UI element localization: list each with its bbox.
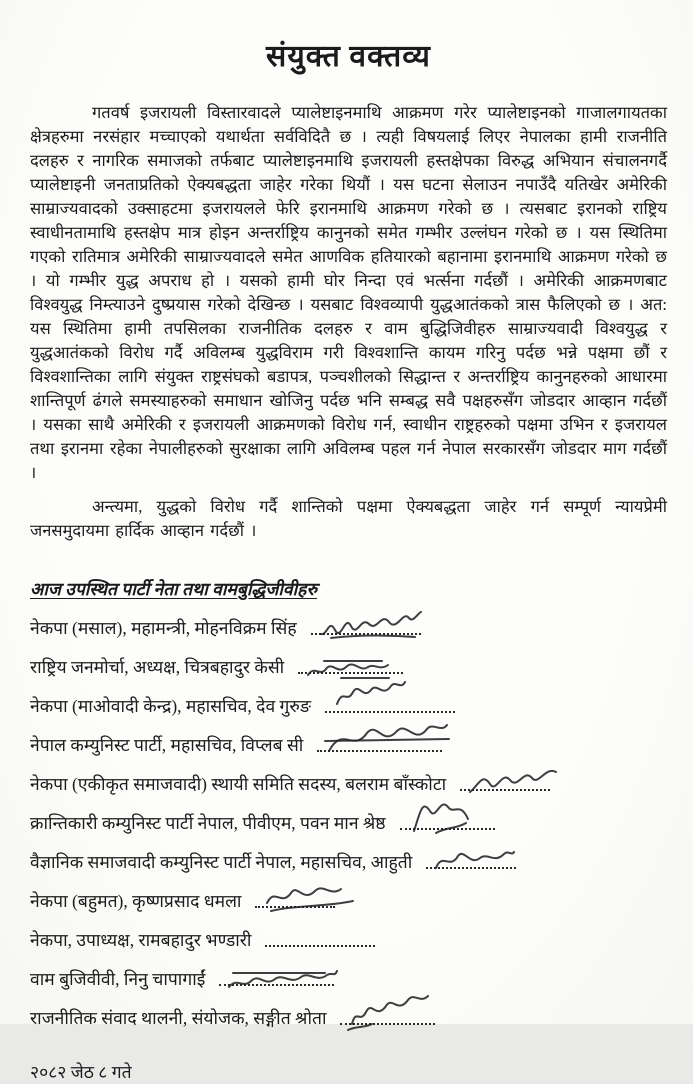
signature-dotted-line [317,736,442,752]
signatory-row [30,655,667,679]
document-title: संयुक्त वक्तव्य [266,40,431,73]
signatory-label: राजनीतिक संवाद थालनी, संयोजक, सङ्गीत श्रोता [30,1008,327,1028]
signature-dotted-line [255,892,335,908]
paragraph-2: अन्त्यमा, युद्धको विरोध गर्दै शान्तिको पक्षमा ऐक्यबद्धता जाहेर गर्न सम्पूर्ण न्यायप्रेमी जनसमुदायमा हार्दिक आव्हान गर्दछौं । [30,497,667,540]
signatory-label: नेपाल कम्युनिस्ट पार्टी, महासचिव, विप्लब सी [30,735,304,755]
signature-area [426,853,516,874]
signature-dotted-line [460,775,550,791]
signature-area [265,931,375,952]
signatory-row [30,772,667,796]
signatory-row [30,889,667,913]
signature-dotted-line [298,658,403,674]
signatory-label: नेकपा (एकीकृत समाजवादी) स्थायी समिति सदस्य, बलराम बाँस्कोटा [30,774,447,794]
signature-dotted-line [340,1009,435,1025]
signature-area [460,775,550,796]
signature-area [311,619,421,640]
signature-dotted-line [219,970,334,986]
signatory-label: नेकपा (मसाल), महामन्त्री, मोहनविक्रम सिंह [30,618,297,638]
signatory-label: नेकपा (बहुमत), कृष्णप्रसाद धमला [30,891,242,911]
signatory-row [30,1006,667,1030]
signature-dotted-line [426,853,516,869]
signature-area [298,658,403,679]
signatory-row [30,850,667,874]
signatory-row [30,733,667,757]
signatory-label: वाम बुजिवीवी, निनु चापागाईं [30,969,206,989]
signature-dotted-line [265,931,375,947]
signature-dotted-line [325,697,455,713]
signature-dotted-line [311,619,421,635]
signatories-heading: आज उपस्थित पार्टी नेता तथा वामबुद्धिजीवीहरु [30,579,317,599]
document-date: २०८२ जेठ ८ गते [30,1062,132,1082]
signatory-row [30,616,667,640]
signatory-row [30,967,667,991]
signature-area [317,736,442,757]
signatory-label: राष्ट्रिय जनमोर्चा, अध्यक्ष, चित्रबहादुर केसी [30,657,285,677]
signatory-label: नेकपा (माओवादी केन्द्र), महासचिव, देव गुरुङ [30,696,312,716]
signature-area [255,892,335,913]
signatory-row [30,811,667,835]
signatory-row [30,928,667,952]
signature-area [400,814,495,835]
signatory-row [30,694,667,718]
signature-area [340,1009,435,1030]
signatory-label: क्रान्तिकारी कम्युनिस्ट पार्टी नेपाल, पीवीएम, पवन मान श्रेष्ठ [30,813,386,833]
paragraph-1: गतवर्ष इजरायली विस्तारवादले प्यालेष्टाइनमाथि आक्रमण गरेर प्यालेष्टाइनको गाजालगायतका क्षेत्रहरुमा नरसंहार मच्चाएको यथार्थता सर्वविदितै छ । त्यही विषयलाई लिएर नेपालका हामी राजनीति दलहरु र नागरिक समाजको तर्फबाट प्यालेष्टाइनमाथि इजरायली हस्तक्षेपका विरुद्ध अभियान संचालनगर्दै प्यालेष्टाइनी जनताप्रतिको ऐक्यबद्धता जाहेर गरेका थियौं । यस घटना सेलाउन नपाउँदै यतिखेर अमेरिकी साम्राज्यवादको उक्साहटमा इजरायलले फेरि इरानमाथि आक्रमण गरेको छ । त्यसबाट इरानको राष्ट्रिय स्वाधीनतामाथि हस्तक्षेप मात्र होइन अन्तर्राष्ट्रिय कानुनको समेत गम्भीर उल्लंघन गरेको छ । यस स्थितिमा गएको रातिमात्र अमेरिकी साम्राज्यवादले समेत आणविक हतियारको बहानामा इरानमाथि आक्रमण गरेको छ । यो गम्भीर युद्ध अपराध हो । यसको हामी घोर निन्दा एवं भर्त्सना गर्दछौं । अमेरिकी आक्रमणबाट विश्वयुद्ध निम्त्याउने दुष्प्रयास गरेको देखिन्छ । यसबाट विश्वव्यापी युद्धआतंकको त्रास फैलिएको छ । अत: यस स्थितिमा हामी तपसिलका राजनीतिक दलहरु र वाम बुद्धिजिवीहरु साम्राज्यवादी विश्वयुद्ध र युद्धआतंकको विरोध गर्दै अविलम्ब युद्धविराम गरी विश्वशान्ति कायम गरिनु पर्दछ भन्ने पक्षमा छौं र विश्वशान्तिका लागि संयुक्त राष्ट्रसंघको बडापत्र, पञ्चशीलको सिद्धान्त र अन्तर्राष्ट्रिय कानुनहरुको आधारमा शान्तिपूर्ण ढंगले समस्याहरुको समाधान खोजिनु पर्दछ भनि सम्बद्ध सवै पक्षहरुसँग जोडदार आव्हान गर्दछौं । यसका साथै अमेरिकी र इजरायली आक्रमणको विरोध गर्न, स्वाधीन राष्ट्रहरुको पक्षमा उभिन र इजरायल तथा इरानमा रहेका नेपालीहरुको सुरक्षाका लागि अविलम्ब पहल गर्न नेपाल सरकारसँग जोडदार माग गर्दछौं । [30,103,667,482]
signatory-label: नेकपा, उपाध्यक्ष, रामबहादुर भण्डारी [30,930,252,950]
signature-dotted-line [400,814,495,830]
signatory-label: वैज्ञानिक समाजवादी कम्युनिस्ट पार्टी नेपाल, महासचिव, आहुती [30,852,413,872]
signature-area [325,697,455,718]
signature-area [219,970,334,991]
